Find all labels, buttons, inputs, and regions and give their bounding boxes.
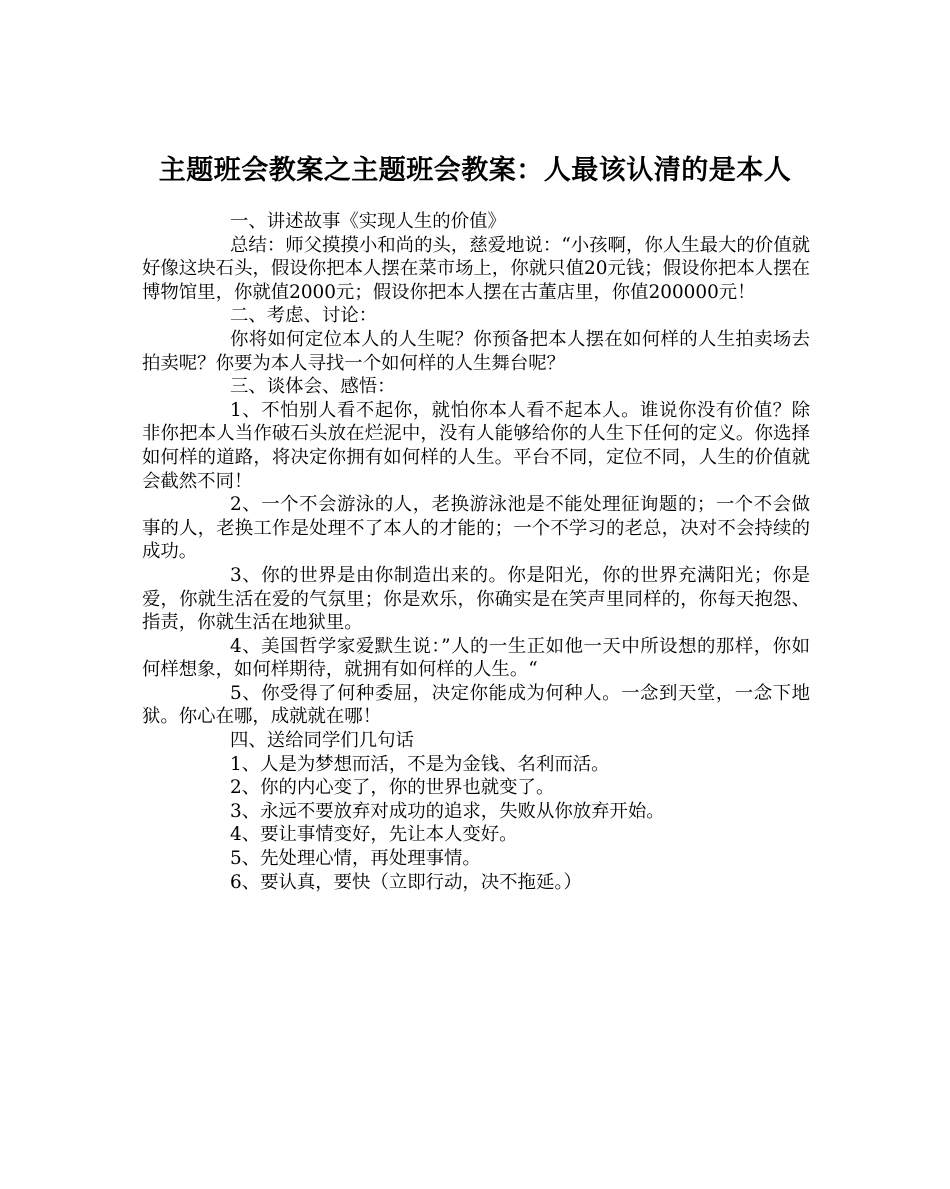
paragraph-insight-1: 1、不怕别人看不起你，就怕你本人看不起本人。谁说你没有价值？除非你把本人当作破石头放在烂泥中，没有人能够给你的人生下任何的定义。你选择如何样的道路，将决定你拥有如何样的人生。平台不同，定位不同，人生的价值就会截然不同！ [142,399,810,492]
paragraph-advice-4: 4、要让事情变好，先让本人变好。 [230,824,518,846]
paragraph-insight-4: 4、美国哲学家爱默生说：”人的一生正如他一天中所设想的那样，你如何样想象，如何样期待，就拥有如何样的人生。“ [142,635,810,681]
paragraph-advice-2: 2、你的内心变了，你的世界也就变了。 [230,777,555,799]
document-title: 主题班会教案之主题班会教案：人最该认清的是本人 [158,155,792,187]
paragraph-advice-heading: 四、送给同学们几句话 [230,730,414,752]
paragraph-insight-5: 5、你受得了何种委屈，决定你能成为何种人。一念到天堂，一念下地狱。你心在哪，成就就在哪！ [142,682,810,728]
paragraph-story-heading: 一、讲述故事《实现人生的价值》 [230,211,506,232]
paragraph-discussion-heading: 二、考虑、讨论： [230,305,378,327]
paragraph-discussion: 你将如何定位本人的人生呢？你预备把本人摆在如何样的人生拍卖场去拍卖呢？你要为本人寻找一个如何样的人生舞台呢？ [142,328,810,374]
document-body [142,210,810,894]
paragraph-insight-2: 2、一个不会游泳的人，老换游泳池是不能处理征询题的；一个不会做事的人，老换工作是处理不了本人的才能的；一个不学习的老总，决对不会持续的成功。 [142,494,810,563]
paragraph-summary: 总结：师父摸摸小和尚的头，慈爱地说：“小孩啊，你人生最大的价值就好像这块石头，假设你把本人摆在菜市场上，你就只值20元钱；假设你把本人摆在博物馆里，你就值2000元；假设你把本人摆在古董店里，你值200000元！ [142,234,810,303]
paragraph-advice-5: 5、先处理心情，再处理事情。 [230,848,481,870]
paragraph-advice-1: 1、人是为梦想而活，不是为金钱、名利而活。 [230,753,610,775]
paragraph-insight-heading: 三、谈体会、感悟： [230,376,396,398]
paragraph-advice-3: 3、永远不要放弃对成功的追求，失败从你放弃开始。 [230,800,665,822]
paragraph-insight-3: 3、你的世界是由你制造出来的。你是阳光，你的世界充满阳光；你是爱，你就生活在爱的气氛里；你是欢乐，你确实是在笑声里同样的，你每天抱怨、指责，你就生活在地狱里。 [142,564,810,634]
paragraph-advice-6: 6、要认真，要快（立即行动，决不拖延。） [230,871,582,893]
